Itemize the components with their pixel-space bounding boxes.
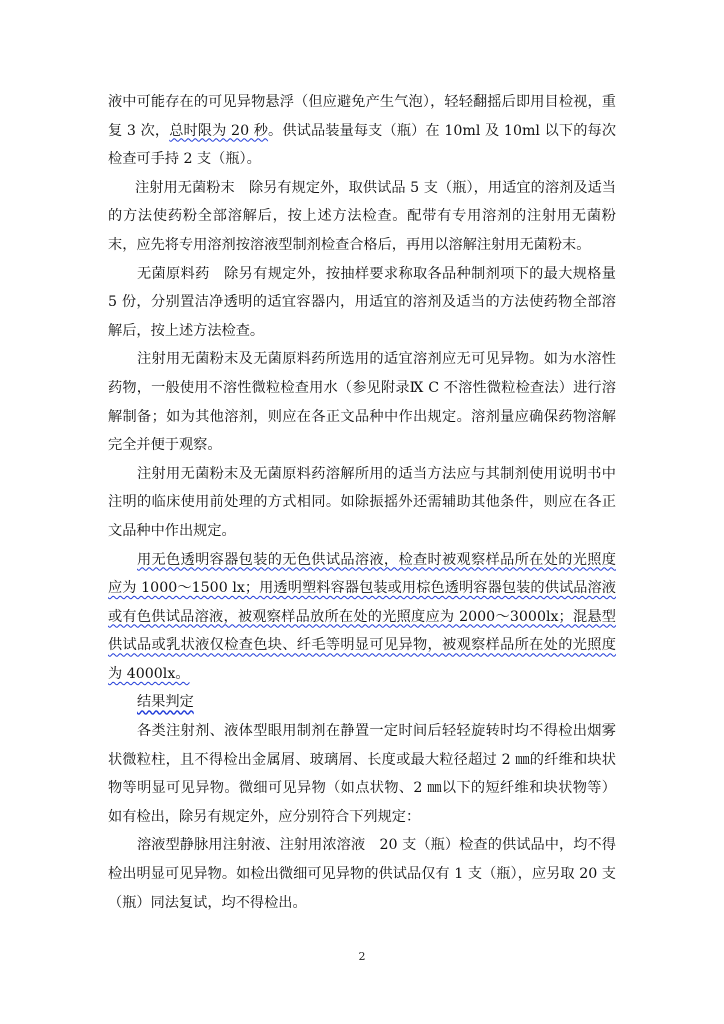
paragraph-illuminance (108, 546, 616, 689)
section-heading-result (108, 688, 616, 717)
time-limit-text: 总时限为 20 秒 (169, 122, 269, 139)
paragraph-1 (108, 88, 616, 174)
page-number: 2 (358, 950, 366, 963)
document-body (108, 88, 616, 917)
paragraph-dissolution-method: 注射用无菌粉末及无菌原料药溶解所用的适当方法应与其制剂使用说明书中注明的临床使用前处理的方式相同。如除振摇外还需辅助其他条件，则应在各正文品种中作出规定。 (108, 465, 616, 539)
paragraph-1-end: 。供试品装量每支（瓶）在 10ml 及 10ml 以下的每次检查可手持 2 支（瓶）。 (108, 122, 617, 168)
paragraph-solvent: 注射用无菌粉末及无菌原料药所选用的适宜溶剂应无可见异物。如为水溶性药物，一般使用不溶性微粒检查用水（参见附录Ⅸ C 不溶性微粒检查法）进行溶解制备；如为其他溶剂，则应在各正文品种中作出规定。溶剂量应确保药物溶解完全并便于观察。 (108, 351, 616, 454)
paragraph-result-general: 各类注射剂、液体型眼用制剂在静置一定时间后轻轻旋转时均不得检出烟雾状微粒柱，且不得检出金属屑、玻璃屑、长度或最大粒径超过 2 ㎜的纤维和块状物等明显可见异物。微细可见异物（如点状物、2 ㎜以下的短纤维和块状物等）如有检出，除另有规定外，应分别符合下列规定： (108, 723, 616, 825)
paragraph-result-iv: 溶液型静脉用注射液、注射用浓溶液 20 支（瓶）检查的供试品中，均不得检出明显可见异物。如检出微细可见异物的供试品仅有 1 支（瓶），应另取 20 支（瓶）同法复试，均不得检出。 (108, 837, 616, 911)
paragraph-sterile-api: 无菌原料药 除另有规定外，按抽样要求称取各品种制剂项下的最大规格量 5 份，分别置洁净透明的适宜容器内，用适宜的溶剂及适当的方法使药物全部溶解后，按上述方法检查。 (108, 265, 616, 339)
heading-text: 结果判定 (137, 694, 194, 711)
illuminance-text: 用无色透明容器包装的无色供试品溶液，检查时被观察样品所在处的光照度应为 1000～1500 lx；用透明塑料容器包装或用棕色透明容器包装的供试品溶液或有色供试品溶液，被观察样品放所在处的光照度应为 2000～3000lx；混悬型供试品或乳状液仅检查色块、纤毛等明显可见异物，被观察样品所在处的光照度为 4000lx。 (108, 551, 616, 682)
paragraph-sterile-powder: 注射用无菌粉末 除另有规定外，取供试品 5 支（瓶），用适宜的溶剂及适当的方法使药粉全部溶解后，按上述方法检查。配带有专用溶剂的注射用无菌粉末，应先将专用溶剂按溶液型制剂检查合格后，再用以溶解注射用无菌粉末。 (108, 179, 616, 253)
paragraph-1-start: 液中可能存在的可见异物悬浮（但应避免产生气泡），轻轻翻摇后即用目检视，重复 3 次， (108, 94, 616, 139)
